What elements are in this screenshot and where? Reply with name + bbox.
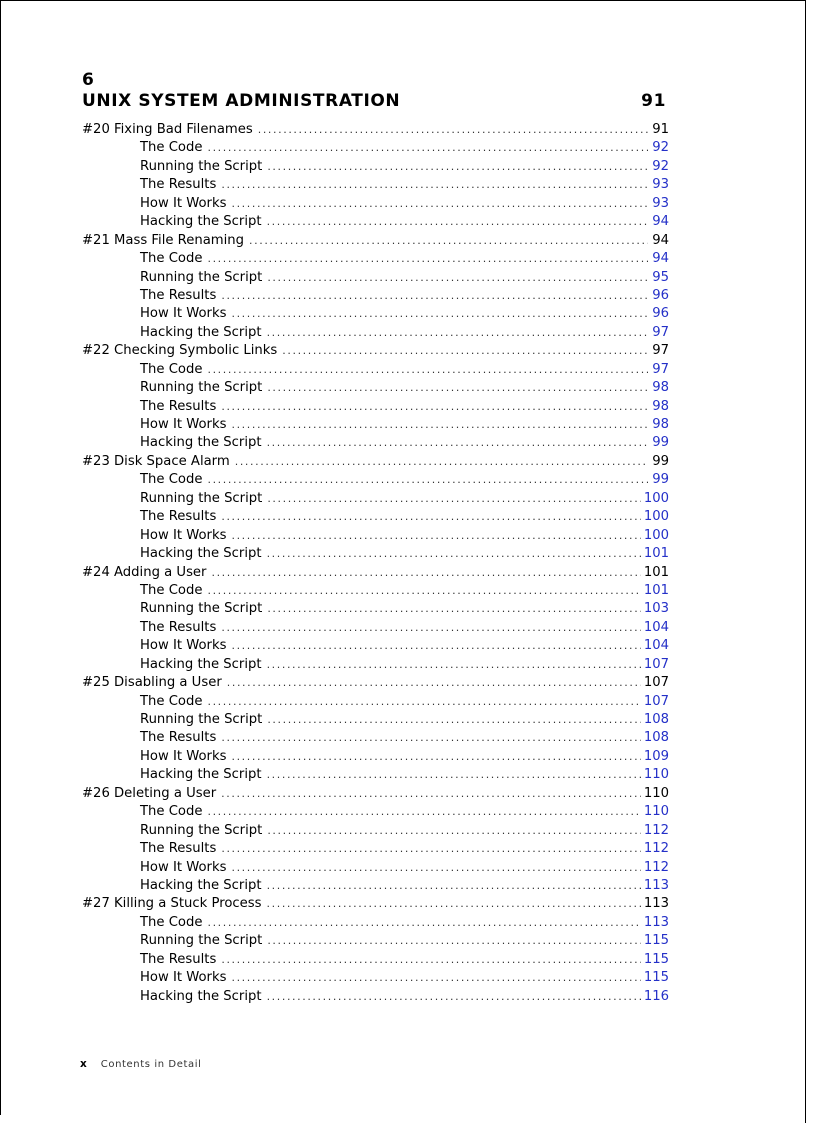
dot-leader — [267, 877, 641, 895]
toc-entry-title: The Code — [140, 914, 203, 930]
toc-page-number[interactable]: 96 — [652, 287, 669, 303]
dot-leader — [258, 121, 648, 139]
dot-leader — [231, 527, 640, 545]
toc-entry-title: The Results — [140, 619, 217, 635]
dot-leader — [267, 213, 648, 231]
toc-page-number[interactable]: 97 — [652, 361, 669, 377]
toc-page-number[interactable]: 115 — [643, 933, 669, 949]
dot-leader — [231, 305, 648, 323]
toc-entry-title: How It Works — [140, 306, 227, 322]
toc-entry-title: The Results — [140, 509, 217, 525]
toc-subentry[interactable] — [82, 305, 669, 323]
toc-entry-title: Running the Script — [140, 158, 263, 174]
toc-entry-title: The Code — [140, 582, 203, 598]
toc-page-number[interactable]: 108 — [643, 712, 669, 727]
dot-leader — [221, 951, 640, 969]
dot-leader — [231, 748, 640, 766]
toc-entry-title: Running the Script — [140, 822, 263, 838]
toc-entry-title: #26 Deleting a User — [82, 785, 217, 801]
toc-page-number[interactable]: 108 — [643, 730, 669, 746]
toc-subentry[interactable] — [82, 508, 669, 526]
toc-entry-title: Running the Script — [140, 712, 263, 727]
toc-entry-title: #21 Mass File Renaming — [82, 232, 245, 248]
dot-leader — [267, 988, 641, 1006]
dot-leader — [267, 158, 648, 176]
dot-leader — [267, 766, 641, 784]
dot-leader — [267, 545, 641, 563]
page-border-right — [805, 0, 806, 1123]
dot-leader — [227, 674, 641, 692]
dot-leader — [267, 895, 641, 913]
toc-subentry[interactable] — [82, 213, 669, 231]
toc-page-number[interactable]: 100 — [643, 509, 669, 525]
toc-page-number[interactable]: 110 — [643, 767, 669, 783]
toc-page-number[interactable]: 96 — [652, 306, 669, 322]
chapter-heading — [82, 70, 666, 112]
toc-subentry[interactable] — [82, 693, 669, 711]
toc-page-number: 99 — [652, 453, 669, 469]
toc-entry-title: The Code — [140, 140, 203, 156]
toc-page-number[interactable]: 103 — [643, 601, 669, 617]
toc-page-number[interactable]: 112 — [643, 822, 669, 838]
chapter-title-line — [82, 90, 666, 112]
toc-subentry[interactable] — [82, 711, 669, 729]
toc-subentry[interactable] — [82, 434, 669, 452]
toc-page-number[interactable]: 107 — [643, 656, 669, 672]
toc-page-number[interactable]: 109 — [643, 748, 669, 764]
toc-entry-title: The Results — [140, 177, 217, 193]
dot-leader — [211, 564, 640, 582]
toc-subentry[interactable] — [82, 822, 669, 840]
toc-entry-title: The Results — [140, 287, 217, 303]
toc-entry-title: Hacking the Script — [140, 546, 262, 562]
toc-page-number[interactable]: 92 — [652, 158, 669, 174]
toc-subentry[interactable] — [82, 600, 669, 618]
toc-subentry[interactable] — [82, 361, 669, 379]
dot-leader — [267, 324, 648, 342]
dot-leader — [267, 932, 641, 950]
dot-leader — [207, 250, 648, 268]
dot-leader — [207, 803, 640, 821]
dot-leader — [231, 637, 640, 655]
toc-subentry[interactable] — [82, 158, 669, 176]
toc-entry-title: The Results — [140, 730, 217, 746]
dot-leader — [207, 139, 648, 157]
toc-entry-title: Hacking the Script — [140, 324, 262, 340]
toc-page-number[interactable]: 115 — [643, 951, 669, 967]
toc-page-number: 94 — [652, 232, 669, 248]
toc-subentry[interactable] — [82, 840, 669, 858]
page-folio: x — [80, 1058, 87, 1070]
dot-leader — [221, 619, 640, 637]
toc-entry-title: Hacking the Script — [140, 767, 262, 783]
toc-subentry[interactable] — [82, 619, 669, 637]
toc-entry-title: Hacking the Script — [140, 988, 262, 1004]
dot-leader — [221, 840, 640, 858]
toc-subentry[interactable] — [82, 582, 669, 600]
toc-subentry[interactable] — [82, 398, 669, 416]
toc-page-number[interactable]: 113 — [643, 914, 669, 930]
dot-leader — [207, 471, 648, 489]
toc-page-number[interactable]: 100 — [643, 490, 669, 506]
toc-page-number[interactable]: 97 — [652, 324, 669, 340]
chapter-page-number: 91 — [641, 91, 666, 111]
toc-page-number[interactable]: 99 — [652, 472, 669, 488]
page-border-top — [0, 0, 806, 1]
dot-leader — [267, 379, 648, 397]
toc-page-number[interactable]: 104 — [643, 638, 669, 654]
toc-page-number[interactable]: 98 — [652, 417, 669, 432]
dot-leader — [231, 859, 640, 877]
toc-entry-title: The Code — [140, 472, 203, 488]
toc-subentry[interactable] — [82, 637, 669, 655]
toc-subentry[interactable] — [82, 195, 669, 213]
dot-leader — [207, 914, 640, 932]
toc-subentry[interactable] — [82, 490, 669, 508]
dot-leader — [267, 711, 641, 729]
dot-leader — [221, 176, 648, 194]
toc-page-number[interactable]: 116 — [643, 988, 669, 1004]
toc-subentry[interactable] — [82, 969, 669, 987]
toc-entry-title: The Results — [140, 841, 217, 857]
dot-leader — [231, 416, 648, 434]
toc-entry-title: How It Works — [140, 970, 227, 986]
toc-entry-title: How It Works — [140, 417, 227, 432]
toc-subentry[interactable] — [82, 951, 669, 969]
toc-entry-title: The Code — [140, 251, 203, 267]
toc-subentry[interactable] — [82, 324, 669, 342]
toc-entry[interactable] — [82, 453, 669, 471]
toc-page-number[interactable]: 99 — [652, 435, 669, 451]
dot-leader — [267, 269, 648, 287]
toc-subentry[interactable] — [82, 766, 669, 784]
toc-entry-title: #24 Adding a User — [82, 564, 207, 580]
toc-page-number[interactable]: 104 — [643, 619, 669, 635]
dot-leader — [221, 287, 648, 305]
toc-entry-title: The Code — [140, 361, 203, 377]
toc-entry-title: Hacking the Script — [140, 214, 262, 230]
toc-entry-title: #27 Killing a Stuck Process — [82, 896, 262, 912]
dot-leader — [207, 693, 640, 711]
toc-page-number[interactable]: 92 — [652, 140, 669, 156]
toc-page-number[interactable]: 113 — [643, 877, 669, 893]
toc-subentry[interactable] — [82, 877, 669, 895]
toc-page-number[interactable]: 107 — [643, 693, 669, 709]
dot-leader — [249, 232, 648, 250]
toc-subentry[interactable] — [82, 416, 669, 434]
toc-subentry[interactable] — [82, 988, 669, 1006]
toc-entry-title: How It Works — [140, 195, 227, 211]
toc-entry-title: The Code — [140, 693, 203, 709]
toc-page-number[interactable]: 112 — [643, 859, 669, 875]
toc-entry-title: How It Works — [140, 527, 227, 543]
dot-leader — [267, 490, 641, 508]
toc-entry-title: The Results — [140, 398, 217, 414]
dot-leader — [267, 600, 641, 618]
toc-entry[interactable] — [82, 785, 669, 803]
toc-entry[interactable] — [82, 674, 669, 692]
toc-entry-title: Hacking the Script — [140, 656, 262, 672]
dot-leader — [221, 729, 640, 747]
dot-leader — [267, 822, 641, 840]
toc-subentry[interactable] — [82, 250, 669, 268]
toc-entry-title: The Results — [140, 951, 217, 967]
toc-entry-title: How It Works — [140, 859, 227, 875]
toc-entry[interactable] — [82, 342, 669, 360]
toc-entry[interactable] — [82, 564, 669, 582]
dot-leader — [207, 361, 648, 379]
running-title: Contents in Detail — [100, 1059, 202, 1070]
toc-page-number[interactable]: 94 — [652, 251, 669, 267]
toc-page-number[interactable]: 98 — [652, 398, 669, 414]
toc-entry-title: Running the Script — [140, 601, 263, 617]
toc-page-number[interactable]: 101 — [643, 546, 669, 562]
toc-entry-title: The Code — [140, 804, 203, 820]
toc-page-number[interactable]: 110 — [643, 804, 669, 820]
toc-page-number: 91 — [652, 122, 669, 137]
toc-page-number: 97 — [652, 343, 669, 359]
toc-subentry[interactable] — [82, 139, 669, 157]
dot-leader — [282, 342, 648, 360]
toc-subentry[interactable] — [82, 527, 669, 545]
toc-entry-title: Hacking the Script — [140, 435, 262, 451]
toc-page-number[interactable]: 100 — [643, 527, 669, 543]
toc-page-number: 107 — [643, 675, 669, 691]
toc-entry-title: How It Works — [140, 748, 227, 764]
toc-subentry[interactable] — [82, 859, 669, 877]
toc-entry-title: #22 Checking Symbolic Links — [82, 343, 278, 359]
dot-leader — [221, 398, 648, 416]
toc-subentry[interactable] — [82, 471, 669, 489]
toc-page-number[interactable]: 112 — [643, 841, 669, 857]
toc-page-number[interactable]: 94 — [652, 214, 669, 230]
dot-leader — [267, 434, 648, 452]
toc-subentry[interactable] — [82, 803, 669, 821]
dot-leader — [267, 656, 641, 674]
toc-entry-title: Running the Script — [140, 380, 263, 396]
toc-entry-title: #23 Disk Space Alarm — [82, 453, 230, 469]
dot-leader — [207, 582, 640, 600]
toc-subentry[interactable] — [82, 932, 669, 950]
toc-page-number: 110 — [643, 785, 669, 801]
toc-subentry[interactable] — [82, 269, 669, 287]
toc-entry[interactable] — [82, 121, 669, 139]
toc-entry-title: How It Works — [140, 638, 227, 654]
toc-entry[interactable] — [82, 895, 669, 913]
dot-leader — [231, 195, 648, 213]
table-of-contents — [82, 121, 669, 1006]
toc-page-number[interactable]: 95 — [652, 269, 669, 285]
toc-entry-title: Running the Script — [140, 269, 263, 285]
toc-page-number[interactable]: 93 — [652, 177, 669, 193]
page-border-left — [0, 0, 1, 1115]
toc-page-number[interactable]: 101 — [643, 582, 669, 598]
toc-subentry[interactable] — [82, 914, 669, 932]
toc-entry[interactable] — [82, 232, 669, 250]
dot-leader — [221, 508, 640, 526]
dot-leader — [235, 453, 648, 471]
toc-subentry[interactable] — [82, 545, 669, 563]
toc-page-number: 101 — [643, 564, 669, 580]
toc-subentry[interactable] — [82, 656, 669, 674]
page-footer — [80, 1058, 202, 1070]
toc-page-number[interactable]: 98 — [652, 380, 669, 396]
toc-subentry[interactable] — [82, 176, 669, 194]
toc-page-number[interactable]: 93 — [652, 195, 669, 211]
toc-page-number: 113 — [643, 896, 669, 912]
toc-entry-title: Running the Script — [140, 490, 263, 506]
dot-leader — [231, 969, 640, 987]
toc-entry-title: Running the Script — [140, 933, 263, 949]
toc-subentry[interactable] — [82, 729, 669, 747]
toc-entry-title: Hacking the Script — [140, 877, 262, 893]
toc-entry-title: #20 Fixing Bad Filenames — [82, 122, 253, 137]
chapter-number: 6 — [82, 70, 95, 90]
toc-subentry[interactable] — [82, 748, 669, 766]
toc-subentry[interactable] — [82, 287, 669, 305]
toc-subentry[interactable] — [82, 379, 669, 397]
chapter-title: UNIX SYSTEM ADMINISTRATION — [82, 91, 401, 111]
toc-entry-title: #25 Disabling a User — [82, 675, 222, 691]
dot-leader — [221, 785, 641, 803]
toc-page-number[interactable]: 115 — [643, 970, 669, 986]
